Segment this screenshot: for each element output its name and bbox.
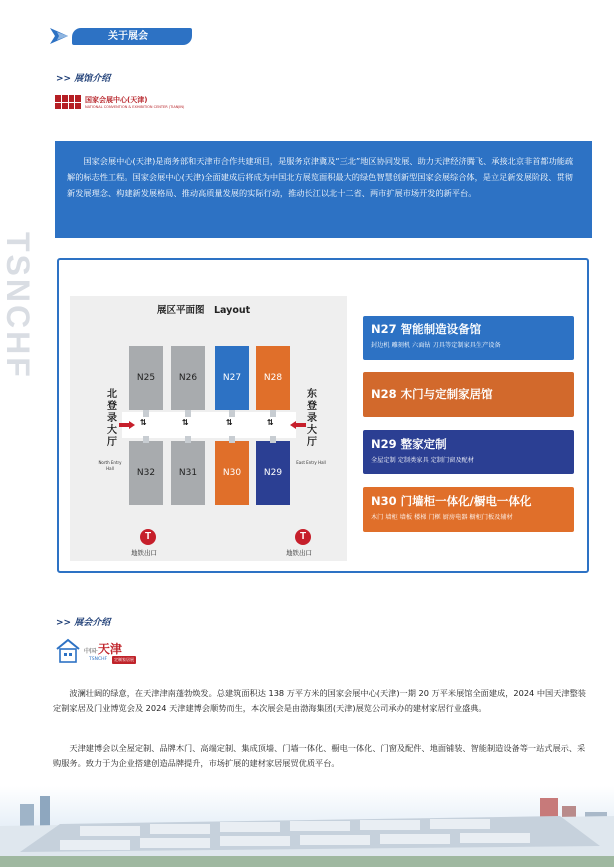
arrow-icon <box>48 26 70 46</box>
hall-card-sub: 全屋定制 定制类家具 定制门窗及配材 <box>371 457 474 464</box>
hall-n32: N32 <box>129 441 163 505</box>
venue-aerial-image <box>0 786 614 867</box>
hall-card-sub: 封边机 雕刻机 六面钻 刀具等定制家具生产设备 <box>371 342 501 349</box>
two-way-arrow-icon: ⇅ <box>226 418 233 427</box>
expo-section-label: >> 展会介绍 <box>56 618 111 628</box>
hall-n27: N27 <box>215 346 249 410</box>
hall-n28: N28 <box>256 346 290 410</box>
watermark-text: TSNCHF <box>0 232 36 380</box>
cicec-logo-mark <box>55 95 81 109</box>
metro-exit-label: 地铁出口 <box>286 549 312 557</box>
hall-card-title: N29 整家定制 <box>371 437 447 451</box>
cicec-logo <box>55 95 184 109</box>
hall-card-title: N27 智能制造设备馆 <box>371 322 482 336</box>
hall-card-n29 <box>363 430 574 474</box>
connector <box>229 410 235 417</box>
entry-arrow-icon <box>119 421 135 429</box>
connector <box>185 436 191 443</box>
metro-icon: T <box>140 529 156 545</box>
venue-section-label: >> 展馆介绍 <box>56 74 111 84</box>
east-entry-label: 东登录大厅 <box>307 389 317 448</box>
house-icon <box>55 637 81 665</box>
section-title: 关于展会 <box>72 28 192 45</box>
venue-intro: 国家会展中心(天津)是商务部和天津市合作共建项目，是服务京津冀及“三北”地区协同发展、助力天津经济腾飞、承接北京非首都功能疏解的标志性工程。国家会展中心(天津)全面建成后将成为中国北方展览面积最大的绿色智慧创新型国家会展综合体，是立足新发展阶段、贯彻新发展理念、构建新发展格局、推动高质量发展的实际行动，推动长江以北十二省、两市扩展市场开发的新平台。 <box>55 141 592 238</box>
hall-card-n30 <box>363 487 574 532</box>
hall-card-n27 <box>363 316 574 360</box>
hall-card-title: N28 木门与定制家居馆 <box>371 387 493 401</box>
logo-abbr: TSNCHF <box>89 657 108 662</box>
hall-card-sub: 木门 墙柜 墙板 楼梯 门框 厨房电器 橱柜门板及辅材 <box>371 514 513 521</box>
two-way-arrow-icon: ⇅ <box>267 418 274 427</box>
two-way-arrow-icon: ⇅ <box>182 418 189 427</box>
logo-prefix: 中国· <box>84 648 98 655</box>
connector <box>270 410 276 417</box>
expo-paragraph: 天津建博会以全屋定制、品牌木门、高端定制、集成顶墙、门墙一体化、橱电一体化、门窗及配件、地面铺装、智能制造设备等一站式展示、采购服务。致力于为企业搭建创造品牌提升，市场扩展的建材家居展贸优质平台。 <box>53 743 586 768</box>
north-entry-en: North Entry Hall <box>98 460 122 471</box>
hall-n30: N30 <box>215 441 249 505</box>
logo-badge: 定制家居展 <box>114 657 134 662</box>
hall-card-title: N30 门墙柜一体化/橱电一体化 <box>371 494 532 508</box>
connector <box>143 410 149 417</box>
logo-name: 天津 <box>97 642 122 656</box>
cicec-logo-cn: 国家会展中心(天津) <box>85 96 148 104</box>
north-entry-label: 北登录大厅 <box>107 389 117 448</box>
hall-n25: N25 <box>129 346 163 410</box>
section-header <box>48 26 194 46</box>
east-entry-en: East Entry Hall <box>296 460 326 465</box>
two-way-arrow-icon: ⇅ <box>140 418 147 427</box>
hall-card-n28 <box>363 372 574 417</box>
connector <box>270 436 276 443</box>
metro-exit-label: 地铁出口 <box>131 549 157 557</box>
connector <box>185 410 191 417</box>
hall-n29: N29 <box>256 441 290 505</box>
cicec-logo-en: NATIONAL CONVENTION & EXHIBITION CENTER (TIANJIN) <box>85 105 185 109</box>
connector <box>229 436 235 443</box>
floor-plan-title: 展区平面图 Layout <box>157 305 251 316</box>
connector <box>143 436 149 443</box>
hall-n26: N26 <box>171 346 205 410</box>
metro-icon: T <box>295 529 311 545</box>
expo-paragraph: 波澜壮阔的绿意，在天津津南蓬勃焕发。总建筑面积达 138 万平方米的国家会展中心(天津)一期 20 万平米展馆全面建成，2024 中国天津整装定制家居及门业博览会及 2024 天津建博会顺势而生，本次展会是由渤海集团(天津)展览公司承办的建材家居行业盛典。 <box>53 688 586 713</box>
entry-arrow-icon <box>290 421 306 429</box>
tsnchf-logo <box>55 637 165 667</box>
hall-n31: N31 <box>171 441 205 505</box>
